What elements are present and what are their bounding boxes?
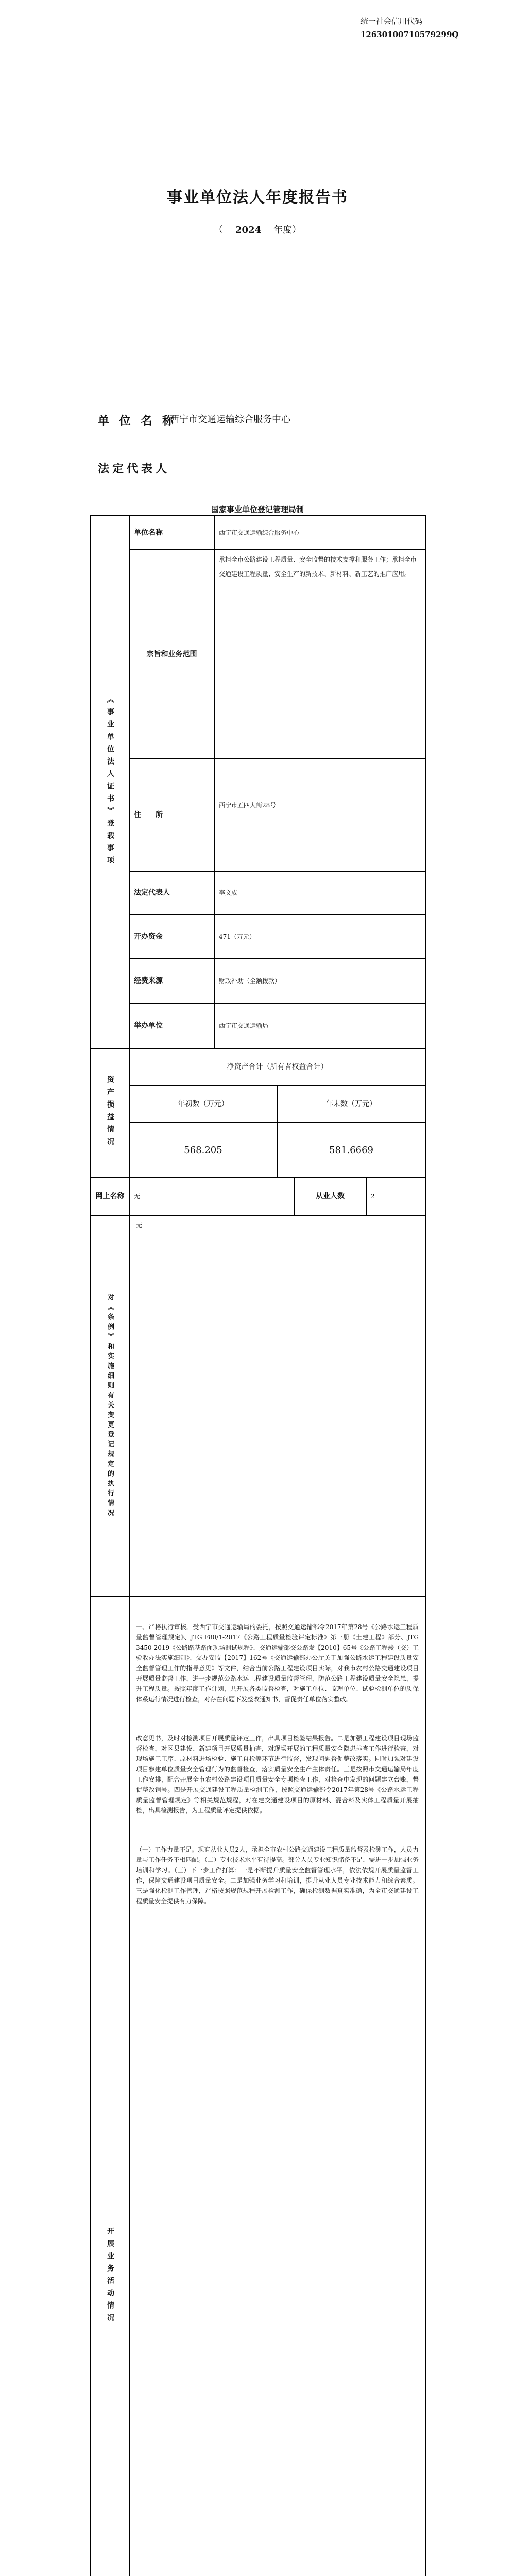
assets-label: 资产损益情况 xyxy=(91,1048,129,1177)
cover-unit-name-value: 西宁市交通运输综合服务中心 xyxy=(170,414,290,425)
credit-code-block xyxy=(360,15,459,40)
regulation-value: 无 xyxy=(129,1215,425,1597)
end-value: 581.6669 xyxy=(277,1123,425,1177)
business-content xyxy=(129,1597,425,2576)
cover-legal-rep-label: 法定代表人 xyxy=(98,462,170,476)
year-value: 2024 xyxy=(235,225,262,235)
business-paragraph-3: （一）工作力量不足。现有从业人员2人，承担全市农村公路交通建设工程质量监督及检测工作，人员力量与工作任务不相匹配。（二）专业技术水平有待提高。部分人员专业知识储备不足，需进一步加强业务培训和学习。（三）下一步工作打算：一是不断提升质量安全监督管理水平，依法依规开展质量监督工作，保障交通建设项目质量安全。二是加强业务学习和培训，提升从业人员专业技术能力和综合素质。三是强化检测工作管理，严格按照规范规程开展检测工作，确保检测数据真实准确，为全市交通建设工程质量安全提供有力保障。 xyxy=(136,1846,419,1905)
staff-value: 2 xyxy=(366,1177,425,1215)
credit-code-value: 12630100710579299Q xyxy=(360,30,459,39)
sponsor-value: 西宁市交通运输局 xyxy=(214,1003,425,1048)
agency-line: 国家事业单位登记管理局制 xyxy=(211,505,304,514)
funding-label: 经费来源 xyxy=(129,959,214,1003)
address-value: 西宁市五四大街28号 xyxy=(214,759,425,871)
website-value: 无 xyxy=(129,1177,294,1215)
address-label: 住 所 xyxy=(129,759,214,871)
business-paragraph-1: 一、严格执行审核。受西宁市交通运输局的委托，按照交通运输部令2017年第28号《公路水运工程质量监督管理规定》、JTG F80/1-2017《公路工程质量检验评定标准》第一册《土建工程》部分、JTG 3450-2019《公路路基路面现场测试规程》、交通运输部交公路发【2010】65号《公路工程竣（交）工验收办法实施细则》、交办安监【2017】162号《交通运输部办公厅关于加强公路水运工程建设质量安全监督管理工作的指导意见》等文件，结合当前公路工程建设项目实际，对我市农村公路交通建设项目开展质量监督工作，进一步规范公路水运工程建设质量监督管理，防范公路工程建设质量安全隐患，提升工程质量。按照年度工作计划，共开展各类监督检查，对施工单位、监理单位、试验检测单位的质保体系运行情况进行检查，对存在问题下发整改通知书，督促责任单位落实整改。 xyxy=(136,1623,421,1703)
report-table xyxy=(90,515,426,2576)
staff-label: 从业人数 xyxy=(294,1177,366,1215)
regulation-label: 对《条例》和实施细则有关变更登记规定的执行情况 xyxy=(91,1215,129,1597)
cover-legal-rep-line xyxy=(170,460,386,476)
capital-value: 471（万元） xyxy=(214,914,425,959)
credit-code-label: 统一社会信用代码 xyxy=(360,16,423,26)
end-label: 年末数（万元） xyxy=(277,1086,425,1123)
business-paragraph-2: 改意见书，及时对检测项目开展质量评定工作，出具项目检验结果报告。二是加强工程建设项目现场监督检查，对区县建设、新建项目开展质量抽查，对现场开展的工程质量安全隐患排查工作进行检查，对现场施工工序、原材料进场检验、施工自检等环节进行监督，发现问题督促整改落实。同时加强对建设项目参建单位质量安全管理行为的监督检查，落实质量安全生产主体责任。三是按照市交通运输局年度工作安排，配合开展全市农村公路建设项目质量安全专项检查工作，对检查中发现的问题建立台账，督促整改销号。四是开展交通建设工程质量检测工作，按照交通运输部令2017年第28号《公路水运工程质量监督管理规定》等相关规范规程，对在建交通建设项目的原材料、混合料及实体工程质量开展抽检，出具检测报告，为工程质量评定提供依据。 xyxy=(136,1735,419,1814)
year-open: （ xyxy=(213,225,223,235)
cert-section-label: 《事业单位法人证书》登载事项 xyxy=(91,516,129,1048)
capital-label: 开办资金 xyxy=(129,914,214,959)
begin-value: 568.205 xyxy=(129,1123,277,1177)
begin-label: 年初数（万元） xyxy=(129,1086,277,1123)
unit-name-label: 单位名称 xyxy=(129,516,214,550)
report-year xyxy=(0,223,515,236)
unit-name-value: 西宁市交通运输综合服务中心 xyxy=(214,516,425,550)
legal-rep-value: 李文成 xyxy=(214,871,425,914)
cover-unit-name-label: 单 位 名 称 xyxy=(98,414,177,428)
sponsor-label: 举办单位 xyxy=(129,1003,214,1048)
website-label: 网上名称 xyxy=(91,1177,129,1215)
report-title: 事业单位法人年度报告书 xyxy=(167,189,348,207)
year-close: 年度） xyxy=(273,225,302,235)
funding-value: 财政补助（全额拨款） xyxy=(214,959,425,1003)
purpose-label: 宗旨和业务范围 xyxy=(129,550,214,759)
legal-rep-label: 法定代表人 xyxy=(129,871,214,914)
purpose-value: 承担全市公路建设工程质量、安全监督的技术支撑和服务工作；承担全市交通建设工程质量、安全生产的新技术、新材料、新工艺的推广应用。 xyxy=(214,550,425,759)
cover-unit-name-line xyxy=(170,412,386,428)
business-label: 开展业务活动情况 xyxy=(91,1597,129,2576)
net-total-label: 净资产合计（所有者权益合计） xyxy=(129,1048,425,1086)
